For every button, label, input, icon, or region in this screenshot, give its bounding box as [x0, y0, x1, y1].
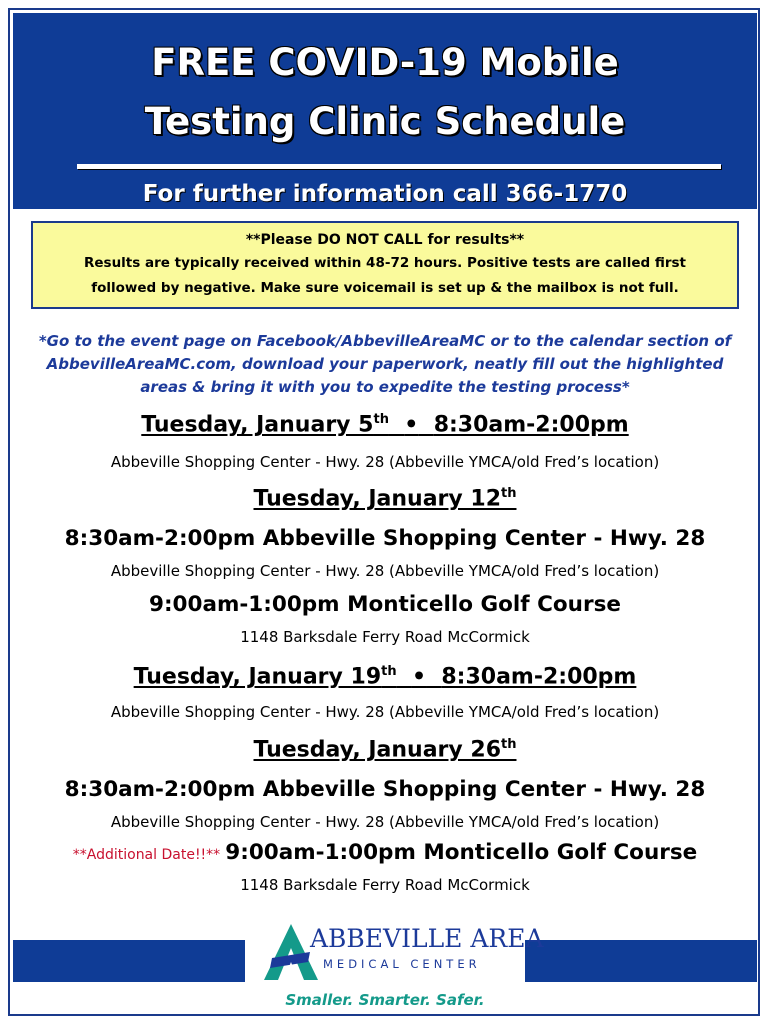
bullet-icon: • — [404, 412, 419, 438]
tagline: Smaller. Smarter. Safer. — [285, 991, 485, 1009]
date-jan-26: Tuesday, January 26th — [253, 737, 517, 763]
header-banner — [13, 13, 757, 209]
session-jan-26-monticello: 9:00am-1:00pm Monticello Golf Course — [225, 840, 698, 865]
session-jan-12-monticello: 9:00am-1:00pm Monticello Golf Course — [149, 592, 621, 617]
session-jan-12-abbeville: 8:30am-2:00pm Abbeville Shopping Center - Hwy. 28 — [64, 526, 706, 551]
date-jan-12: Tuesday, January 12th — [253, 486, 517, 512]
location-jan-26-abbeville: Abbeville Shopping Center - Hwy. 28 (Abbeville YMCA/old Fred’s location) — [110, 813, 660, 831]
logo-name: ABBEVILLE AREA — [310, 924, 544, 953]
phone-info: For further information call 366-1770 — [142, 181, 628, 207]
date-jan-5: Tuesday, January 5th • 8:30am-2:00pm — [141, 412, 629, 438]
location-jan-12-abbeville: Abbeville Shopping Center - Hwy. 28 (Abbeville YMCA/old Fred’s location) — [110, 562, 660, 580]
date-jan-19: Tuesday, January 19th • 8:30am-2:00pm — [133, 664, 637, 690]
bullet-icon: • — [411, 664, 427, 690]
results-notice — [31, 221, 739, 309]
notice-line-3: followed by negative. Make sure voicemail is set up & the mailbox is not full. — [91, 280, 679, 296]
location-jan-26-monticello: 1148 Barksdale Ferry Road McCormick — [240, 876, 530, 894]
instructions-line-2: AbbevilleAreaMC.com, download your paperwork, neatly fill out the highlighted — [46, 355, 724, 373]
location-jan-19: Abbeville Shopping Center - Hwy. 28 (Abbeville YMCA/old Fred’s location) — [110, 703, 660, 721]
location-jan-5: Abbeville Shopping Center - Hwy. 28 (Abbeville YMCA/old Fred’s location) — [110, 453, 660, 471]
additional-date-badge: **Additional Date!!** — [72, 847, 221, 863]
notice-heading: **Please DO NOT CALL for results** — [245, 232, 525, 248]
instructions-line-1: *Go to the event page on Facebook/AbbevilleAreaMC or to the calendar section of — [38, 332, 732, 350]
instructions-line-3: areas & bring it with you to expedite the testing process* — [140, 378, 630, 396]
header-divider — [77, 164, 721, 169]
session-jan-26-abbeville: 8:30am-2:00pm Abbeville Shopping Center - Hwy. 28 — [64, 777, 706, 802]
title-line-2: Testing Clinic Schedule — [144, 100, 626, 143]
session-jan-26-monticello-row — [0, 840, 770, 865]
title-line-1: FREE COVID-19 Mobile — [151, 41, 619, 84]
location-jan-12-monticello: 1148 Barksdale Ferry Road McCormick — [240, 628, 530, 646]
notice-line-2: Results are typically received within 48-72 hours. Positive tests are called first — [83, 255, 687, 271]
paperwork-instructions — [20, 330, 750, 399]
logo-subtitle: MEDICAL CENTER — [323, 957, 481, 971]
